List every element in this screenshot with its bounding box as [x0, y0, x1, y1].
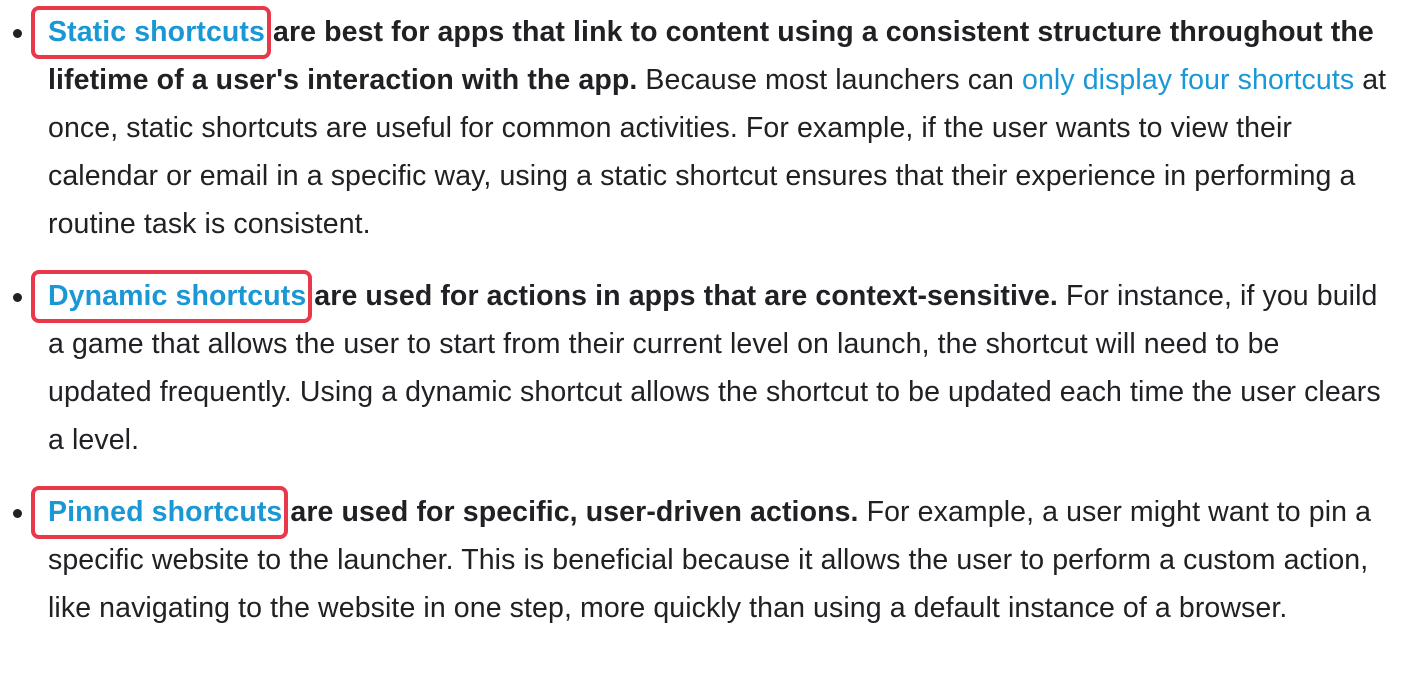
- highlighted-term: [48, 8, 265, 56]
- item-description: Because most launchers can: [637, 64, 1022, 96]
- dynamic-shortcuts-link[interactable]: Dynamic shortcuts: [48, 280, 307, 312]
- document-body: [0, 8, 1424, 656]
- item-lead-sentence: are used for actions in apps that are context-sensitive.: [306, 280, 1058, 312]
- static-shortcuts-link[interactable]: Static shortcuts: [48, 16, 265, 48]
- item-lead-sentence: are best for apps that link to content using a consistent structure throughout the lifetime of a user's interaction with the app.: [48, 16, 1374, 96]
- list-item-pinned-shortcuts: [0, 488, 1424, 632]
- only-display-four-shortcuts-link[interactable]: only display four shortcuts: [1022, 64, 1355, 96]
- highlighted-term: [48, 488, 282, 536]
- item-description: For example, a user might want to pin a specific website to the launcher. This is beneficial because it allows the user to perform a custom action, like navigating to the website in one step, more quickly than using a default instance of a browser.: [48, 496, 1372, 624]
- list-item-static-shortcuts: [0, 8, 1424, 248]
- highlighted-term: [48, 272, 306, 320]
- item-description-continued: at once, static shortcuts are useful for common activities. For example, if the user wants to view their calendar or email in a specific way, using a static shortcut ensures that their experience in performing a routine task is consistent.: [48, 64, 1387, 240]
- pinned-shortcuts-link[interactable]: Pinned shortcuts: [48, 496, 283, 528]
- item-description: For instance, if you build a game that allows the user to start from their current level on launch, the shortcut will need to be updated frequently. Using a dynamic shortcut allows the shortcut to be updated each time the user clears a level.: [48, 280, 1381, 456]
- list-item-dynamic-shortcuts: [0, 272, 1424, 464]
- shortcut-types-list: [0, 8, 1424, 632]
- item-lead-sentence: are used for specific, user-driven actions.: [282, 496, 859, 528]
